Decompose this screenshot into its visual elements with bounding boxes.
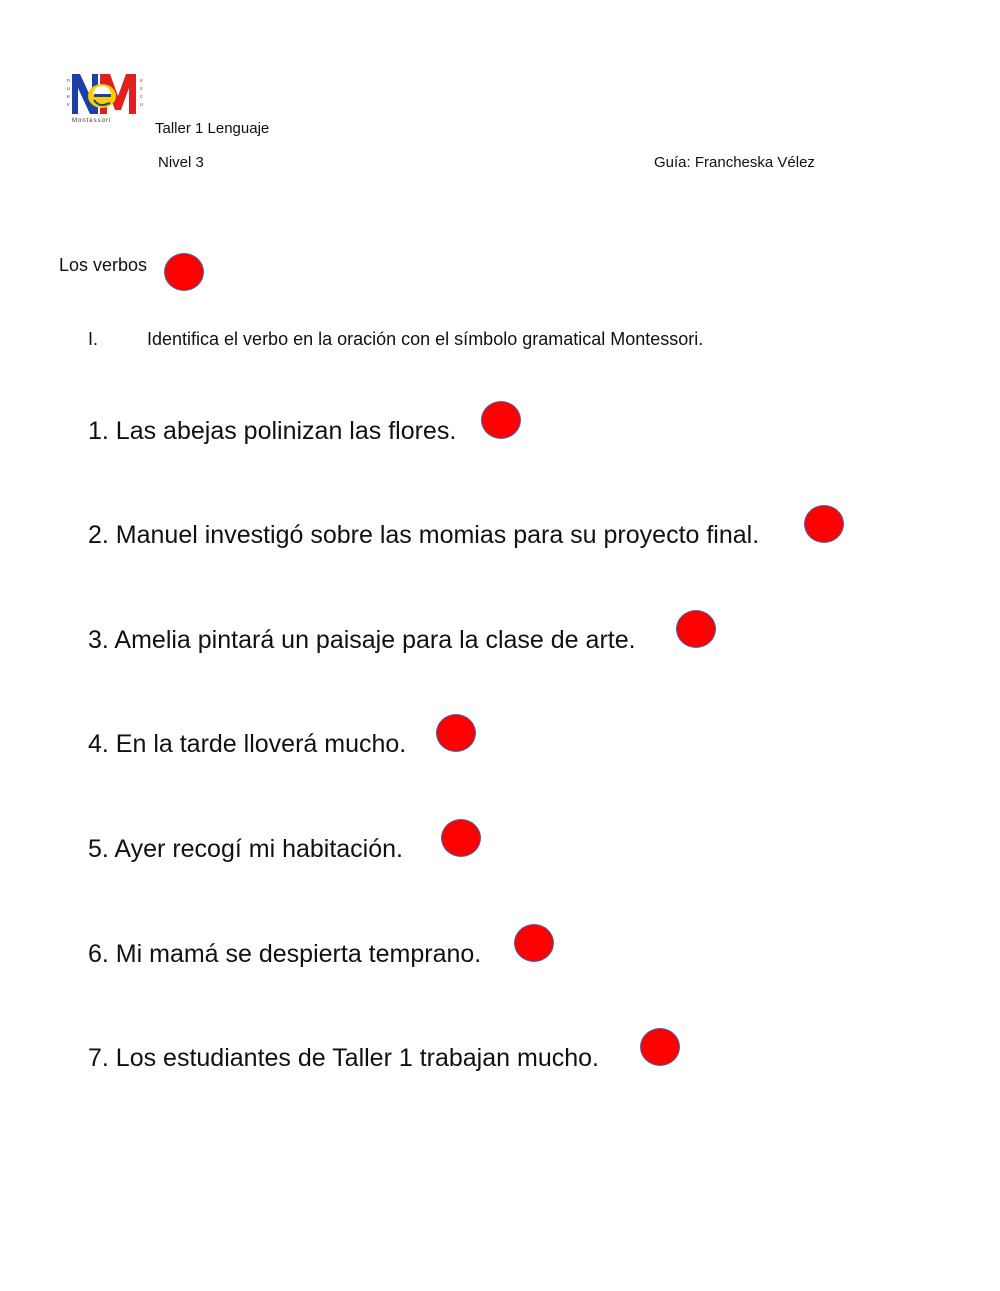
verb-symbol-drag-7[interactable] (640, 1028, 680, 1066)
svg-text:s: s (140, 86, 143, 92)
school-logo-icon (66, 70, 146, 126)
sentence-5: 5. Ayer recogí mi habitación. (88, 835, 403, 863)
verb-symbol-drag-2[interactable] (804, 505, 844, 543)
svg-text:v: v (67, 102, 70, 108)
sentence-4: 4. En la tarde lloverá mucho. (88, 730, 407, 758)
verb-symbol-drag-4[interactable] (436, 714, 476, 752)
level-label: Nivel 3 (158, 154, 204, 171)
verb-symbol-drag-1[interactable] (481, 401, 521, 439)
svg-text:u: u (67, 86, 70, 92)
logo-subtext: Montessori (72, 118, 112, 124)
sentence-6: 6. Mi mamá se despierta temprano. (88, 940, 482, 968)
svg-text:u: u (140, 102, 143, 108)
verb-symbol-drag-5[interactable] (441, 819, 481, 857)
svg-text:e: e (67, 94, 70, 100)
instruction-text: Identifica el verbo en la oración con el símbolo gramatical Montessori. (147, 329, 704, 349)
verb-symbol-drag-6[interactable] (514, 924, 554, 962)
svg-text:n: n (67, 78, 70, 84)
svg-text:c: c (140, 94, 143, 100)
sentence-2: 2. Manuel investigó sobre las momias para su proyecto final. (88, 521, 760, 549)
sentence-7: 7. Los estudiantes de Taller 1 trabajan mucho. (88, 1044, 599, 1072)
school-logo (66, 70, 146, 126)
verb-symbol-legend (164, 253, 204, 291)
sentence-3: 3. Amelia pintará un paisaje para la clase de arte. (88, 626, 636, 654)
sentence-1: 1. Las abejas polinizan las flores. (88, 417, 457, 445)
course-title: Taller 1 Lenguaje (155, 120, 270, 137)
verb-symbol-drag-3[interactable] (676, 610, 716, 648)
svg-text:e: e (140, 78, 143, 84)
instruction-number: I. (88, 329, 99, 349)
guide-label: Guía: Francheska Vélez (654, 154, 815, 171)
topic-title: Los verbos (59, 255, 148, 275)
